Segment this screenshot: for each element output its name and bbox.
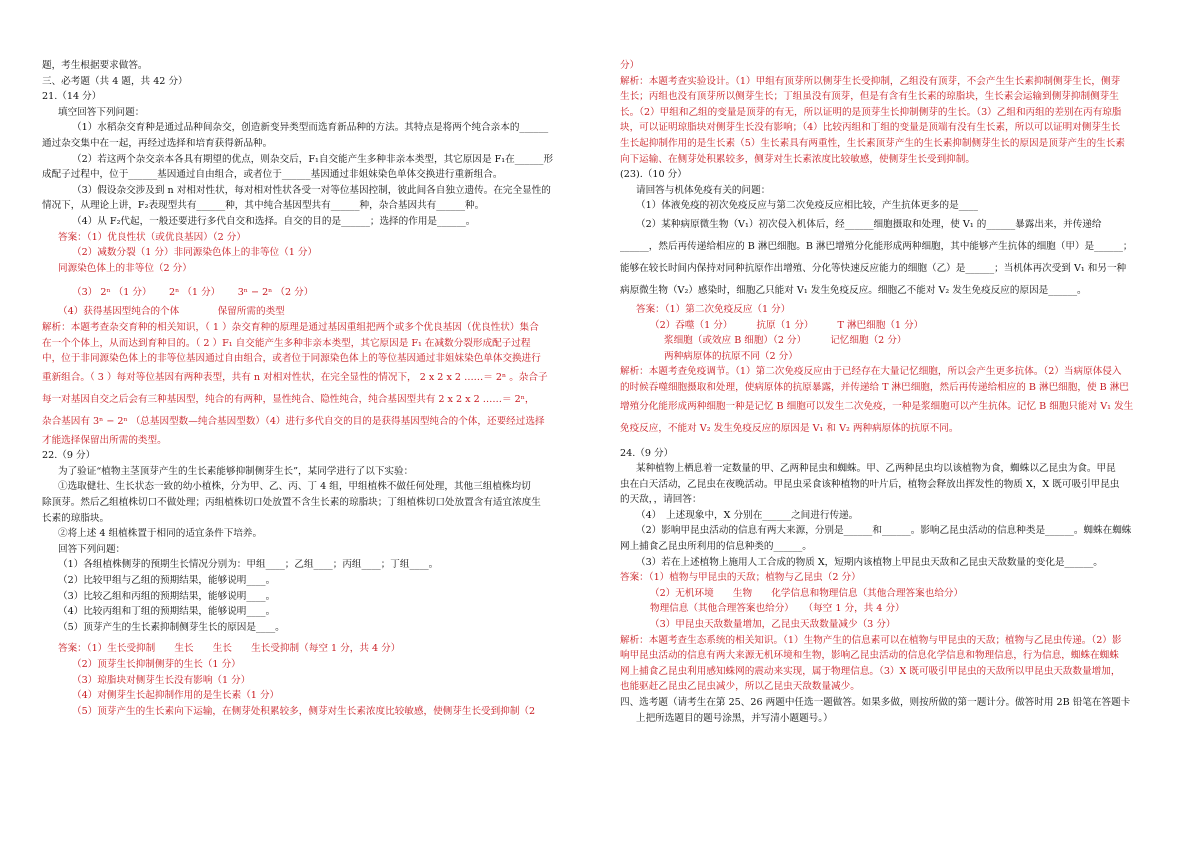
text-line: （2）某种病原微生物（V₁）初次侵入机体后，经______细胞摄取和处理，使 V₁ 的______暴露出来，并传递给 xyxy=(636,218,1102,230)
answer-line: （3）琼脂块对侧芽生长没有影响（1 分） xyxy=(72,674,251,686)
text-line: 三、必考题（共 4 题，共 42 分） xyxy=(42,75,188,87)
text-line: 请回答与机体免疫有关的问题： xyxy=(636,184,771,196)
text-line: 虫在白天活动，乙昆虫在夜晚活动。甲昆虫采食该种植物的叶片后，植物会释放出挥发性的物质 X，X 既可吸引甲昆虫 xyxy=(620,478,1120,490)
answer-line: 解析：本题考查免疫调节。（1）第二次免疫反应由于已经存在大量记忆细胞，所以会产生更多抗体。（2）当病原体侵入 xyxy=(620,366,1122,378)
text-line: ②将上述 4 组植株置于相同的适宜条件下培养。 xyxy=(58,528,263,540)
text-line: 除顶芽。然后乙组植株切口不做处理；丙组植株切口处放置不含生长素的琼脂块；丁组植株切口处放置含有适宜浓度生 xyxy=(42,497,541,509)
answer-line: 在一个个体上，从而达到育种目的。（ 2 ）F₁ 自交能产生多种非亲本类型，其它原因是 F₁ 在减数分裂形成配子过程 xyxy=(42,337,531,349)
answer-line: 也能驱赶乙昆虫乙昆虫减少，所以乙昆虫天敌数量减少。 xyxy=(620,681,860,693)
answer-line: 免疫反应，不能对 V₂ 发生免疫反应的原因是 V₁ 和 V₂ 两种病原体的抗原不同。 xyxy=(620,422,959,434)
text-line: 通过杂交集中在一起，再经过选择和培育获得新品种。 xyxy=(42,137,273,149)
text-line: （4） 上述现象中，X 分别在______之间进行传递。 xyxy=(636,509,859,521)
answer-line: （4）获得基因型纯合的个体 保留所需的类型 xyxy=(58,306,285,318)
answer-line: 答案：（1）第二次免疫反应（1 分） xyxy=(636,303,791,315)
text-line: 上把所选题目的题号涂黑，并写清小题题号。） xyxy=(636,712,833,724)
text-line: 情况下，从理论上讲，F₂表现型共有______种，其中纯合基因型共有______种，杂合基因共有______种。 xyxy=(42,200,485,212)
answer-line: 响甲昆虫活动的信息有两大来源无机环境和生物，影响乙昆虫活动的信息化学信息和物理信息，行为信息，蜘蛛在蜘蛛 xyxy=(620,650,1119,662)
answer-line: 两种病原体的抗原不同（2 分） xyxy=(664,350,798,362)
text-line: （5）顶芽产生的生长素抑制侧芽生长的原因是____。 xyxy=(58,621,285,633)
text-line: 某种植物上栖息着一定数量的甲、乙两种昆虫和蜘蛛。甲、乙两种昆虫均以该植物为食，蜘蛛以乙昆虫为食。甲昆 xyxy=(636,463,1116,475)
answer-line: 杂合基因有 3ⁿ − 2ⁿ （总基因型数—纯合基因型数）（4）进行多代自交的目的是获得基因型纯合的个体，还要经过选择 xyxy=(42,415,545,427)
left-column xyxy=(42,58,594,719)
answer-line: 块，可以证明琼脂块对侧芽生长没有影响；（4）比较丙组和丁组的变量是顶端有没有生长素，所以可以证明对侧芽生长 xyxy=(620,122,1121,134)
answer-line: （5）顶芽产生的生长素向下运输，在侧芽处积累较多，侧芽对生长素浓度比较敏感，使侧芽生长受到抑制（2 xyxy=(72,705,536,717)
answer-line: 解析：本题考查生态系统的相关知识。（1）生物产生的信息素可以在植物与甲昆虫的天敌；植物与乙昆虫传递。（2）影 xyxy=(620,634,1122,646)
answer-line: 物理信息（其他合理答案也给分） （每空 1 分，共 4 分） xyxy=(650,603,905,615)
text-line: (23).（10 分） xyxy=(620,169,687,181)
answer-line: 解析：本题考查杂交育种的相关知识，（ 1 ）杂交育种的原理是通过基因重组把两个或多个优良基因（优良性状）集合 xyxy=(42,321,539,333)
answer-line: 网上捕食乙昆虫利用感知蛛网的震动来实现，属于物理信息。（3）X 既可吸引甲昆虫的天敌所以甲昆虫天敌数量增加， xyxy=(620,665,1121,677)
answer-line: 长。（2）甲组和乙组的变量是顶芽的有无，所以证明的是顶芽生长抑制侧芽的生长。（3）乙组和丙组的差别在丙有琼脂 xyxy=(620,106,1122,118)
answer-line: 答案：（1）植物与甲昆虫的天敌；植物与乙昆虫（2 分） xyxy=(620,572,861,584)
text-line: 22.（9 分） xyxy=(42,450,96,462)
text-line: 的天敌，，请回答： xyxy=(620,494,702,506)
text-line: （2）比较甲组与乙组的预期结果，能够说明____。 xyxy=(58,575,276,587)
text-line: （3）若在上述植物上施用人工合成的物质 X，短期内该植物上甲昆虫天敌和乙昆虫天敌数量的变化是______。 xyxy=(636,556,1103,568)
right-column xyxy=(620,58,1176,726)
answer-line: （3）甲昆虫天敌数量增加，乙昆虫天敌数量减少（3 分） xyxy=(650,619,896,631)
answer-line: 分） xyxy=(620,60,640,71)
answer-line: 的时候吞噬细胞摄取和处理，使病原体的抗原暴露，并传递给 T 淋巴细胞，然后再传递给相应的 B 淋巴细胞，使 B 淋巴 xyxy=(620,381,1129,393)
answer-line: 答案：（1）优良性状（或优良基因）（2 分） xyxy=(58,231,246,243)
answer-line: （2）减数分裂（1 分）非同源染色体上的非等位（1 分） xyxy=(72,247,318,259)
text-line: 病原微生物（V₂）感染时，细胞乙只能对 V₁ 发生免疫反应。细胞乙不能对 V₂ 发生免疫反应的原因是______。 xyxy=(620,284,1087,296)
answer-line: 答案：（1）生长受抑制 生长 生长 生长受抑制（每空 1 分，共 4 分） xyxy=(58,643,401,655)
answer-line: 增殖分化能形成两种细胞一种是记忆 B 细胞可以发生二次免疫，一种是浆细胞可以产生抗体。记忆 B 细胞只能对 V₁ 发生 xyxy=(620,400,1134,412)
text-line: 长素的琼脂块。 xyxy=(42,512,110,524)
answer-line: （2）吞噬（1 分） 抗原（1 分） T 淋巴细胞（1 分） xyxy=(650,319,924,331)
text-line: 21.（14 分） xyxy=(42,91,102,103)
text-line: （1）各组植株侧芽的预期生长情况分别为：甲组____；乙组____；丙组____；丁组____。 xyxy=(58,559,439,571)
answer-line: （4）对侧芽生长起抑制作用的是生长素（1 分） xyxy=(72,690,280,702)
text-line: 四、选考题（请考生在第 25、26 两题中任选一题做答。如果多做，则按所做的第一题计分。做答时用 2B 铅笔在答题卡 xyxy=(620,697,1131,708)
text-line: 题，考生根据要求做答。 xyxy=(42,60,148,71)
text-line: 网上捕食乙昆虫所利用的信息种类的______。 xyxy=(620,541,812,553)
answer-line: 生长起抑制作用的是生长素（5）生长素具有两重性，生长素顶芽产生的生长素抑制侧芽生长的原因是顶芽产生的生长素 xyxy=(620,137,1125,149)
text-line: 填空回答下列问题： xyxy=(58,106,145,118)
answer-line: 向下运输、在侧芽处积累较多，侧芽对生长素浓度比较敏感，使侧芽生长受到抑制。 xyxy=(620,153,975,165)
answer-line: 才能选择保留出所需的类型。 xyxy=(42,434,167,446)
text-line: （3）比较乙组和丙组的预期结果，能够说明____。 xyxy=(58,590,276,602)
answer-line: 解析：本题考查实验设计。（1）甲组有顶芽所以侧芽生长受抑制，乙组没有顶芽，不会产生生长素抑制侧芽生长，侧芽 xyxy=(620,75,1121,87)
text-line: （4）从 F₂代起，一般还要进行多代自交和选择。自交的目的是______；选择的作用是______。 xyxy=(72,215,476,227)
text-line: （1）体液免疫的初次免疫反应与第二次免疫反应相比较，产生抗体更多的是____ xyxy=(636,200,978,212)
text-line: 能够在较长时间内保持对同种抗原作出增殖、分化等快速反应能力的细胞（乙）是______；当机体再次受到 V₁ 和另一种 xyxy=(620,262,1127,274)
answer-line: 同源染色体上的非等位（2 分） xyxy=(58,262,192,274)
text-line: 回答下列问题： xyxy=(58,543,126,555)
answer-line: 重新组合。（ 3 ）每对等位基因有两种表型，共有 n 对相对性状，在完全显性的情况下， 2 x 2 x 2 ……＝ 2ⁿ 。杂合子 xyxy=(42,371,548,383)
answer-line: （3） 2ⁿ （1 分） 2ⁿ （1 分） 3ⁿ − 2ⁿ （2 分） xyxy=(72,287,314,299)
answer-line: （2）无机环境 生物 化学信息和物理信息（其他合理答案也给分） xyxy=(650,587,964,599)
text-line: （1）水稻杂交育种是通过品种间杂交，创造新变异类型而选育新品种的方法。其特点是将两个纯合亲本的______ xyxy=(72,122,549,134)
text-line: （3）假设杂交涉及到 n 对相对性状，每对相对性状各受一对等位基因控制，彼此间各自独立遗传。在完全显性的 xyxy=(72,184,551,196)
answer-line: 每一对基因自交之后会有三种基因型，纯合的有两种，显性纯合、隐性纯合，纯合基因型共有 2 x 2 x 2 ……＝ 2ⁿ， xyxy=(42,393,535,405)
answer-line: 生长；丙组也没有顶芽所以侧芽生长；丁组虽没有顶芽，但是有含有生长素的琼脂块，生长素会运输到侧芽抑制侧芽生 xyxy=(620,91,1119,103)
text-line: ______，然后再传递给相应的 B 淋巴细胞。B 淋巴增殖分化能形成两种细胞，其中能够产生抗体的细胞（甲）是______； xyxy=(620,240,1133,252)
text-line: 成配子过程中，位于______基因通过自由组合，或者位于______基因通过非姐妹染色单体交换进行重新组合。 xyxy=(42,169,503,181)
text-line: 为了验证“植物主茎顶芽产生的生长素能够抑制侧芽生长”，某同学进行了以下实验： xyxy=(58,465,414,477)
text-line: ①选取健壮、生长状态一致的幼小植株，分为甲、乙、丙、丁 4 组，甲组植株不做任何处理，其他三组植株均切 xyxy=(58,481,531,493)
text-line: （2）影响甲昆虫活动的信息有两大来源，分别是______和______。影响乙昆虫活动的信息种类是______。蜘蛛在蜘蛛 xyxy=(636,525,1132,537)
text-line: （4）比较丙组和丁组的预期结果，能够说明____。 xyxy=(58,606,276,618)
text-line: 24.（9 分） xyxy=(620,447,674,459)
answer-line: （2）顶芽生长抑制侧芽的生长（1 分） xyxy=(72,659,241,670)
text-line: （2）若这两个杂交亲本各具有期望的优点，则杂交后，F₁自交能产生多种非亲本类型，其它原因是 F₁在______形 xyxy=(72,153,554,165)
answer-line: 浆细胞（或效应 B 细胞）（2 分） 记忆细胞（2 分） xyxy=(664,335,907,347)
answer-line: 中，位于非同源染色体上的非等位基因通过自由组合，或者位于同源染色体上的等位基因通过非姐妹染色单体交换进行 xyxy=(42,353,541,365)
